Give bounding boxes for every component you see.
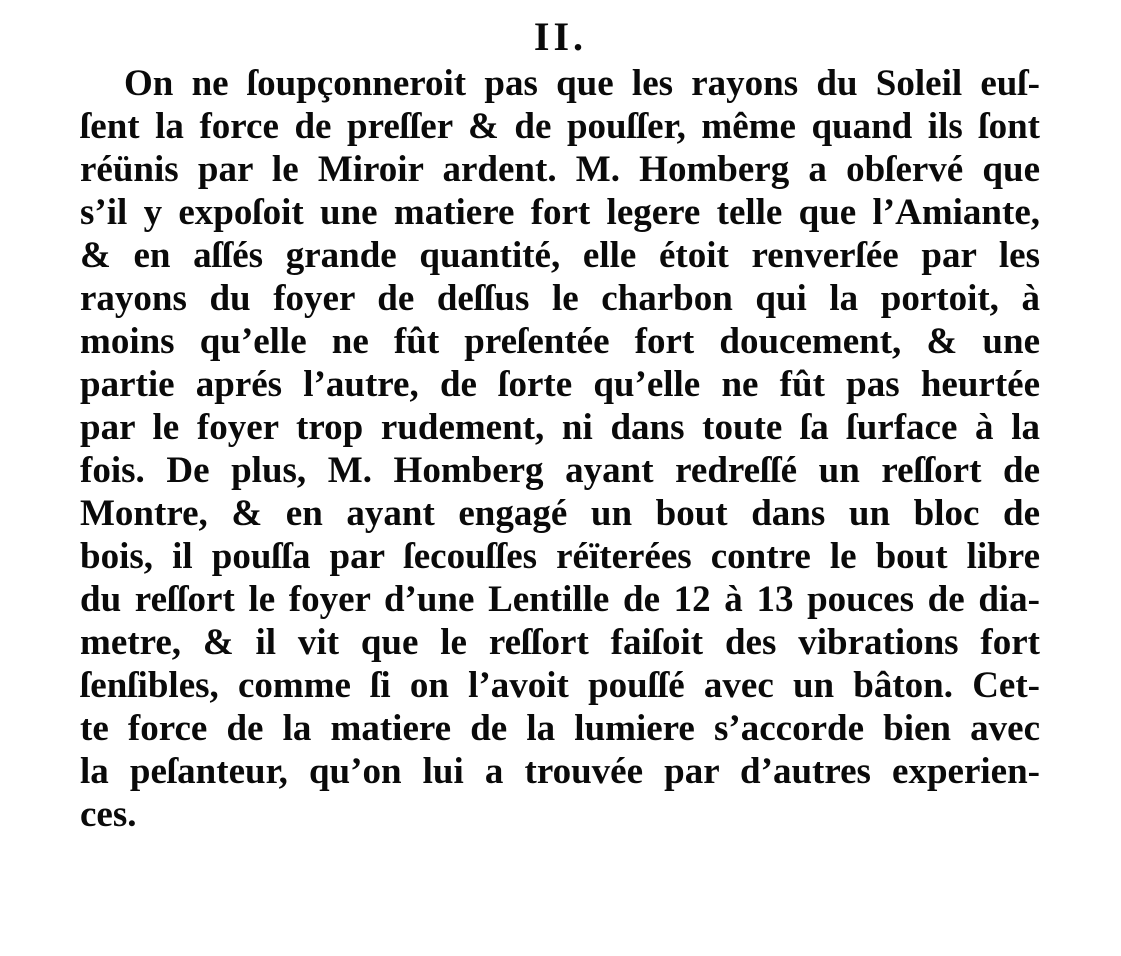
text-line: te force de la matiere de la lumiere s’accorde bien avec <box>80 708 1040 749</box>
text-line: du reſſort le foyer d’une Lentille de 12 à 13 pouces de dia- <box>80 579 1040 620</box>
text-line: s’il y expoſoit une matiere fort legere telle que l’Amiante, <box>80 192 1040 233</box>
text-line: ſenſibles, comme ſi on l’avoit pouſſé avec un bâton. Cet- <box>80 665 1040 706</box>
text-line: bois, il pouſſa par ſecouſſes réïterées contre le bout libre <box>80 536 1040 577</box>
text-line: On ne ſoupçonneroit pas que les rayons du Soleil euſ- <box>124 63 1040 104</box>
text-line: partie aprés l’autre, de ſorte qu’elle ne fût pas heurtée <box>80 364 1040 405</box>
text-line: moins qu’elle ne fût preſentée fort doucement, & une <box>80 321 1040 362</box>
text-line: & en aſſés grande quantité, elle étoit renverſée par les <box>80 235 1040 276</box>
text-line: metre, & il vit que le reſſort faiſoit des vibrations fort <box>80 622 1040 663</box>
text-line: fois. De plus, M. Homberg ayant redreſſé un reſſort de <box>80 450 1040 491</box>
text-line: par le foyer trop rudement, ni dans toute ſa ſurface à la <box>80 407 1040 448</box>
text-line: ſent la force de preſſer & de pouſſer, même quand ils ſont <box>80 106 1040 147</box>
paragraph <box>80 62 1040 836</box>
text-line: la peſanteur, qu’on lui a trouvée par d’autres experien- <box>80 751 1040 792</box>
text-line: ces. <box>80 794 137 835</box>
text-line: réünis par le Miroir ardent. M. Homberg a obſervé que <box>80 149 1040 190</box>
text-line: Montre, & en ayant engagé un bout dans un bloc de <box>80 493 1040 534</box>
section-number-heading: II. <box>533 14 588 59</box>
text-line: rayons du foyer de deſſus le charbon qui la portoit, à <box>80 278 1040 319</box>
